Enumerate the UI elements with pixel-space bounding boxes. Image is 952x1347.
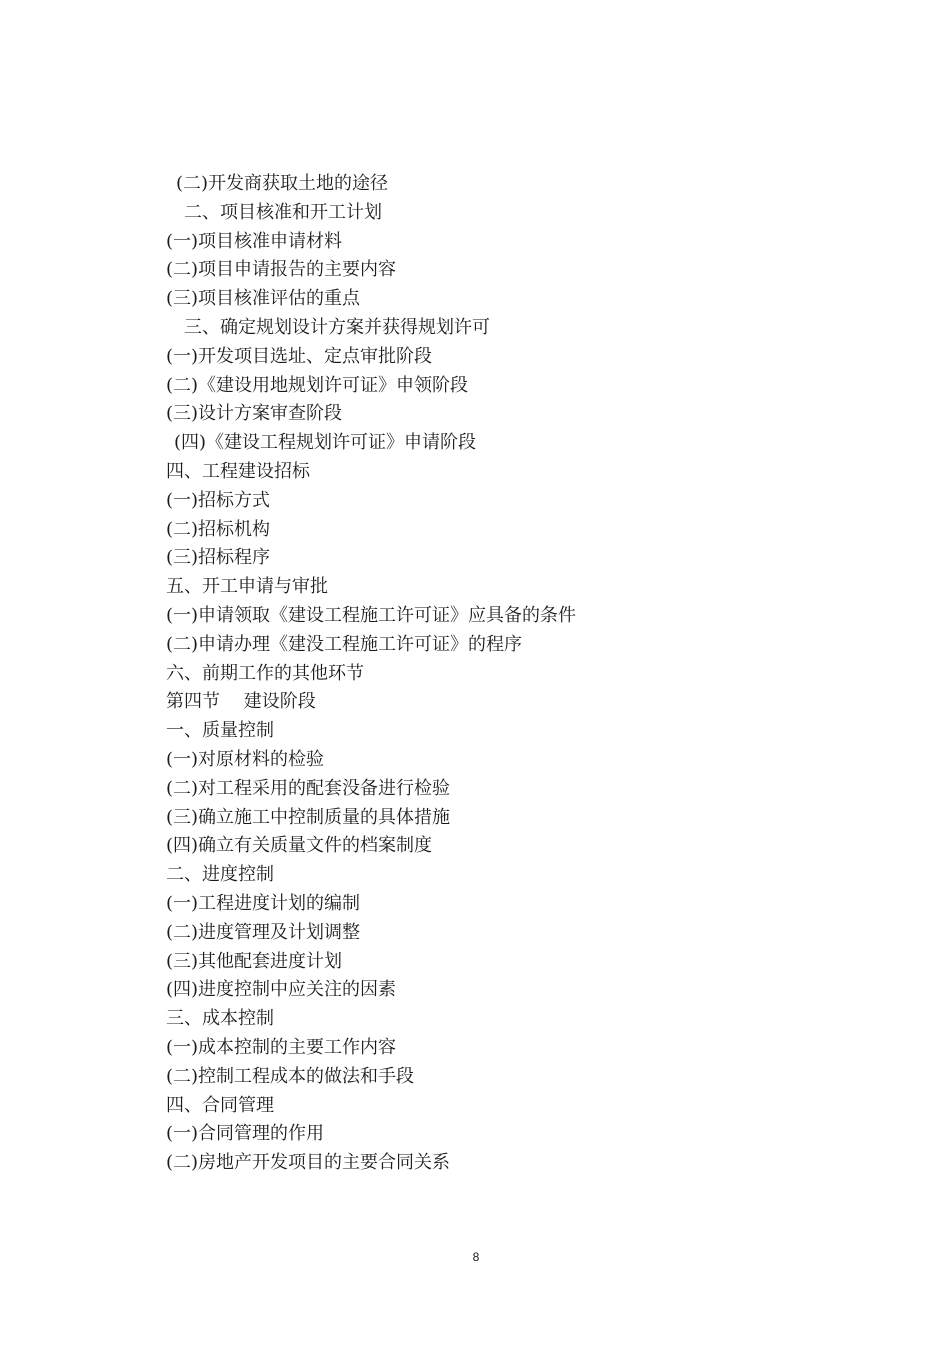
outline-heading: 二、进度控制 — [166, 864, 274, 886]
section-heading: 第四节 建设阶段 — [166, 691, 316, 713]
outline-item: (一)项目核准申请材料 — [166, 230, 343, 252]
outline-item: (二)对工程采用的配套没备进行检验 — [166, 777, 451, 799]
outline-item: (一)成本控制的主要工作内容 — [166, 1036, 397, 1058]
outline-item: (一)对原材料的检验 — [166, 748, 325, 770]
outline-heading: 二、项目核准和开工计划 — [184, 201, 382, 223]
outline-heading: 六、前期工作的其他环节 — [166, 662, 364, 684]
outline-item: (二)申请办理《建没工程施工许可证》的程序 — [166, 633, 523, 655]
page-number: 8 — [472, 1250, 480, 1264]
outline-item: (一)招标方式 — [166, 489, 271, 511]
outline-item: (二)招标机构 — [166, 518, 271, 540]
outline-heading: 一、质量控制 — [166, 720, 274, 742]
outline-list — [166, 170, 866, 1178]
outline-item: (三)设计方案审查阶段 — [166, 403, 343, 425]
outline-item: (二)房地产开发项目的主要合同关系 — [166, 1152, 451, 1174]
outline-heading: 三、成本控制 — [166, 1008, 274, 1030]
outline-item: (三)招标程序 — [166, 547, 271, 569]
outline-heading: 三、确定规划设计方案并获得规划许可 — [184, 316, 490, 338]
outline-item: (三)项目核准评估的重点 — [166, 288, 361, 310]
outline-item: (二)控制工程成本的做法和手段 — [166, 1065, 415, 1087]
outline-heading: 四、工程建设招标 — [166, 460, 310, 482]
outline-item: (三)其他配套进度计划 — [166, 950, 343, 972]
outline-item: (一)合同管理的作用 — [166, 1123, 325, 1145]
outline-heading: 五、开工申请与审批 — [166, 576, 328, 598]
outline-heading: 四、合同管理 — [166, 1094, 274, 1116]
outline-item: (一)工程进度计划的编制 — [166, 892, 361, 914]
outline-item: (二)《建设用地规划许可证》申领阶段 — [166, 374, 469, 396]
outline-item: (三)确立施工中控制质量的具体措施 — [166, 806, 451, 828]
outline-item: (一)开发项目选址、定点审批阶段 — [166, 345, 433, 367]
outline-item: (四)进度控制中应关注的因素 — [166, 979, 397, 1001]
outline-item: (一)申请领取《建设工程施工许可证》应具备的条件 — [166, 604, 577, 626]
outline-item: (二)进度管理及计划调整 — [166, 921, 361, 943]
outline-item: (四)确立有关质量文件的档案制度 — [166, 835, 433, 857]
outline-item: (二)开发商获取土地的途径 — [176, 173, 389, 194]
outline-item: (二)项目申请报告的主要内容 — [166, 259, 397, 281]
outline-item: (四)《建设工程规划许可证》申请阶段 — [174, 432, 477, 454]
